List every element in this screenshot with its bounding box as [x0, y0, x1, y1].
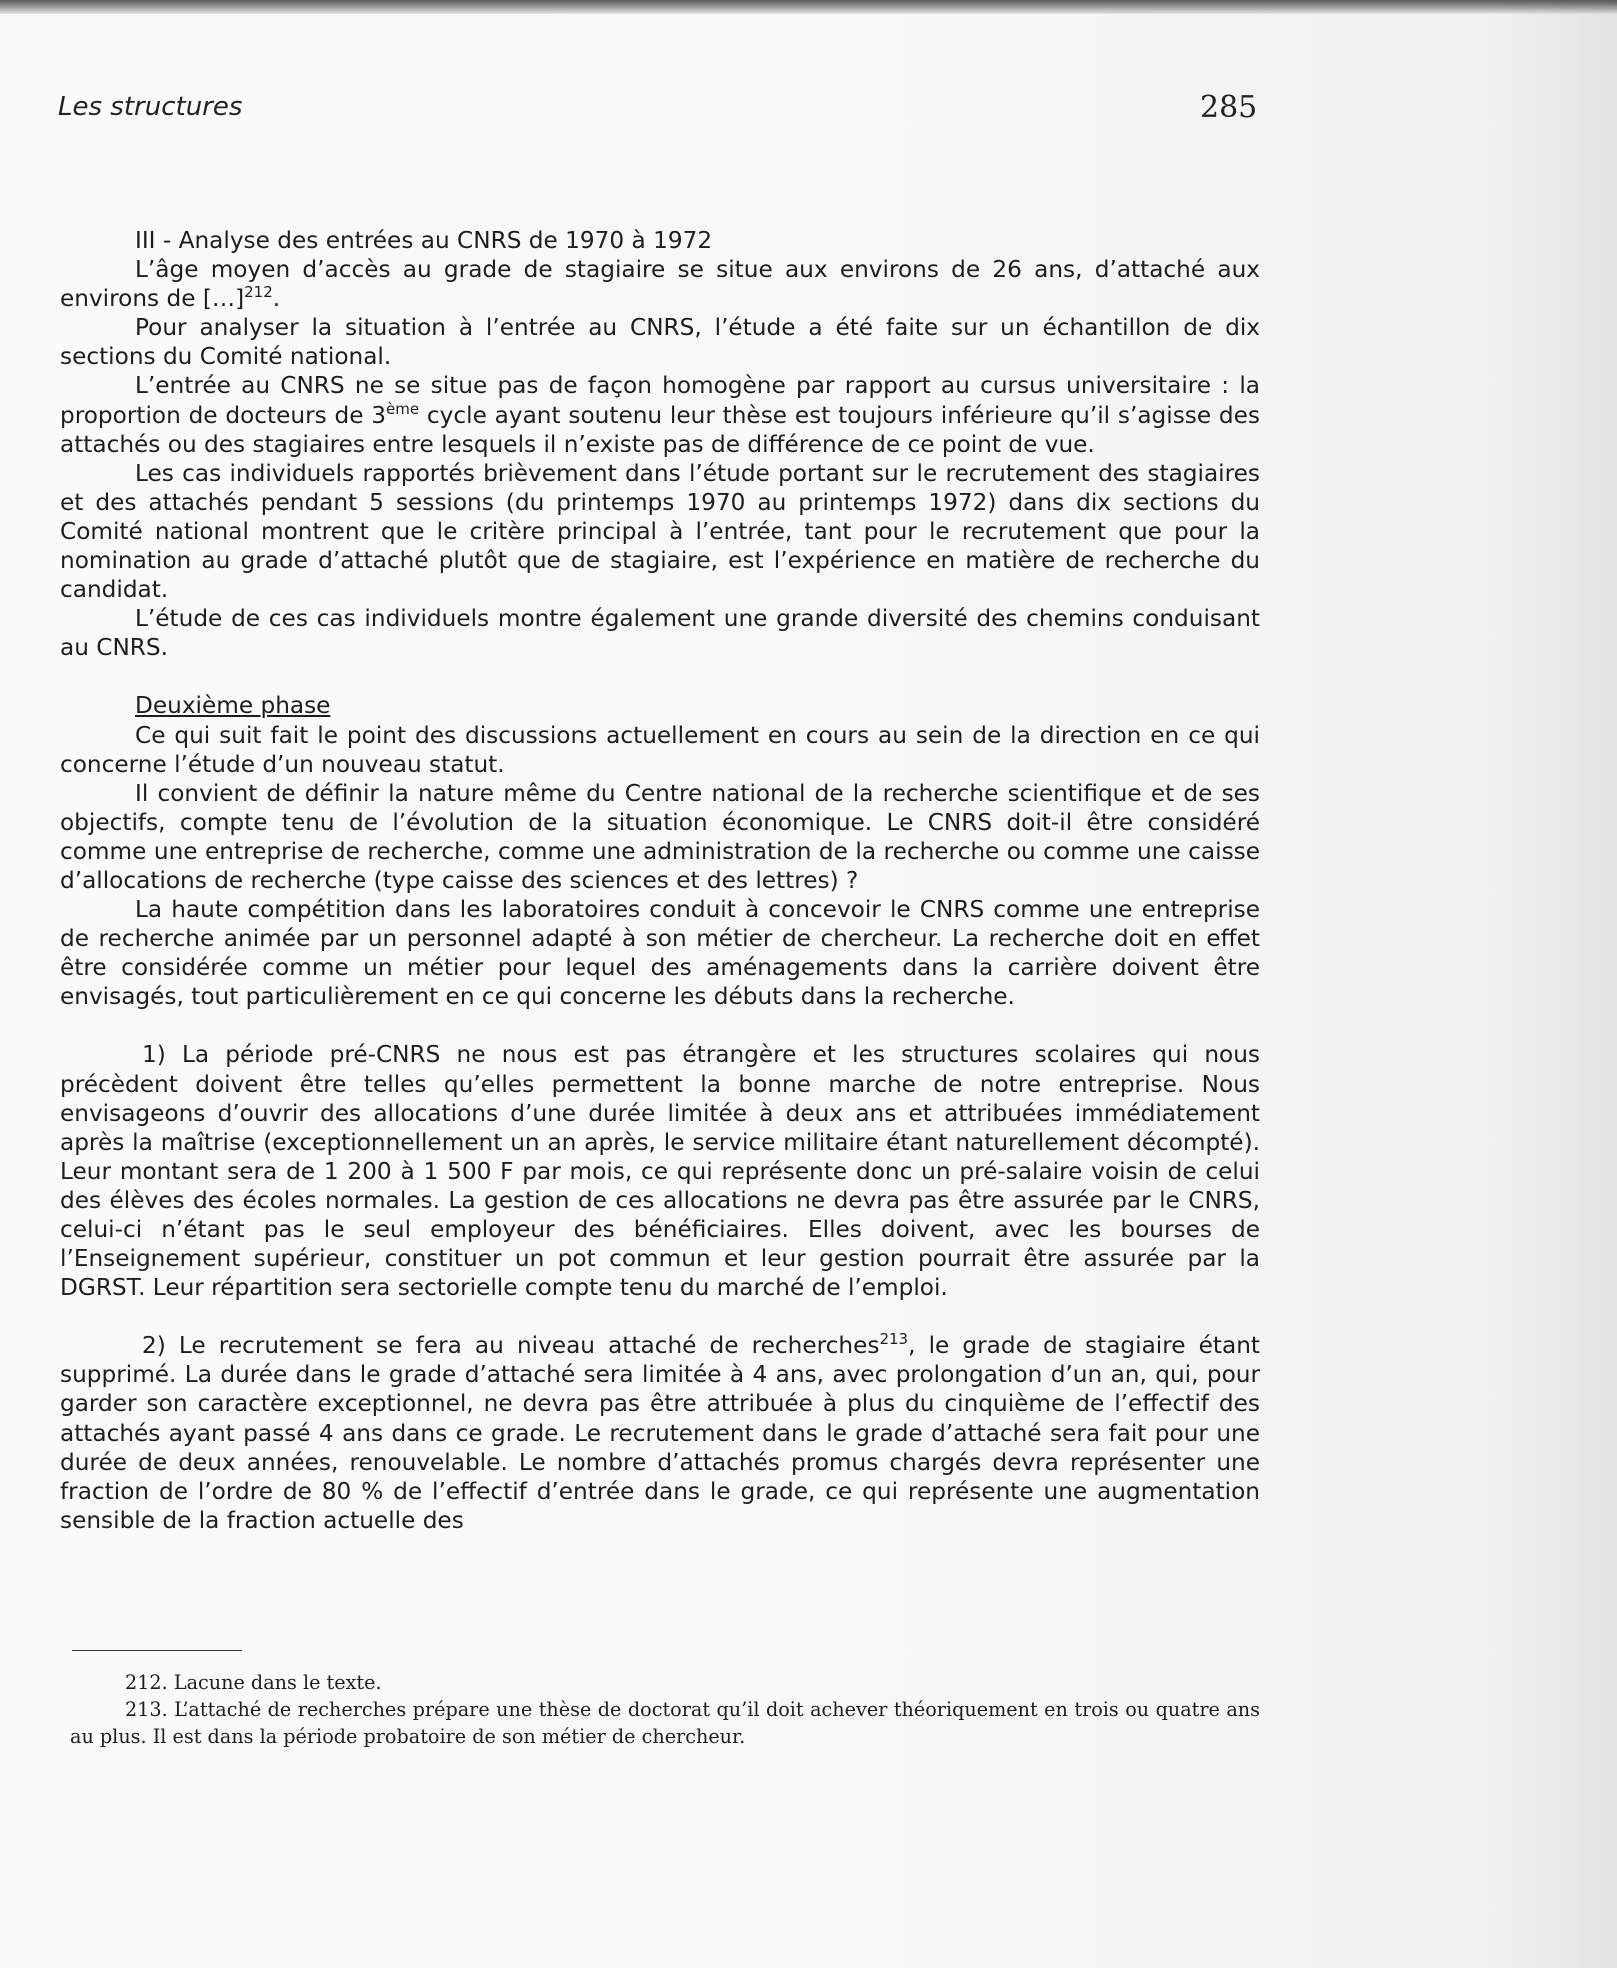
paragraph: L’âge moyen d’accès au grade de stagiaire se situe aux environs de 26 ans, d’attaché aux environs de […]$^{212}$. — [60, 256, 1260, 313]
numbered-paragraph-2 — [60, 1331, 1260, 1535]
paragraph-text: L’âge moyen d’accès au grade de stagiaire se situe aux environs de 26 ans, d’attaché aux environs de […] — [60, 256, 1260, 313]
page-number: 285 — [1200, 90, 1258, 125]
numbered-paragraph-1: 1) La période pré-CNRS ne nous est pas étrangère et les structures scolaires qui nous précèdent doivent être telles qu’elles permettent la bonne marche de notre entreprise. Nous envisageons d’ouvrir des allocations d’une durée limitée à deux ans et attribuées immédiatement après la maîtrise (exceptionnellement un an après, le service militaire étant naturellement décompté). Leur montant sera de 1 200 à 1 500 F par mois, ce qui représente donc un pré-salaire voisin de celui des élèves des écoles normales. La gestion de ces allocations ne devra pas être assurée par le CNRS, celui-ci n’étant pas le seul employeur des bénéficiaires. Elles doivent, avec les bourses de l’Enseignement supérieur, constituer un pot commun et leur gestion pourrait être assurée par la DGRST. Leur répartition sera sectorielle compte tenu du marché de l’emploi. — [60, 1041, 1260, 1302]
page-top-edge — [0, 0, 1617, 14]
paragraph-text: cycle ayant soutenu leur thèse est toujours inférieure qu’il s’agisse des attachés ou des stagiaires entre lesquels il n’existe pas de différence de ce point de vue. — [60, 401, 1261, 458]
footnote-212: 212. Lacune dans le texte. — [125, 1671, 382, 1694]
paragraph: L’étude de ces cas individuels montre également une grande diversité des chemins conduisant au CNRS. — [60, 605, 1260, 662]
paragraph: Il convient de définir la nature même du Centre national de la recherche scientifique et de ses objectifs, compte tenu de l’évolution de la situation économique. Le CNRS doit-il être considéré comme une entreprise de recherche, comme une administration de la recherche ou comme une caisse d’allocations de recherche (type caisse des sciences et des lettres) ? — [60, 779, 1260, 894]
section-heading-wrapper — [60, 691, 1260, 720]
paragraph-text: L’entrée au CNRS ne se situe pas de façon homogène par rapport au cursus universitaire : la proportion de docteurs de 3 — [60, 372, 1260, 429]
paragraph: Les cas individuels rapportés brièvement dans l’étude portant sur le recrutement des stagiaires et des attachés pendant 5 sessions (du printemps 1970 au printemps 1972) dans dix sections du Comité national montrent que le critère principal à l’entrée, tant pour le recrutement que pour la nomination au grade d’attaché plutôt que de stagiaire, est l’expérience en matière de recherche du candidat. — [60, 459, 1260, 604]
paragraph: Pour analyser la situation à l’entrée au CNRS, l’étude a été faite sur un échantillon de dix sections du Comité national. — [60, 314, 1260, 371]
section-title-analyse: III - Analyse des entrées au CNRS de 1970 à 1972 — [135, 227, 713, 254]
footnote-separator — [72, 1650, 242, 1651]
body-text — [60, 226, 1260, 1535]
footnote-ref-212: 212 — [244, 283, 273, 302]
paragraph: Ce qui suit fait le point des discussions actuellement en cours au sein de la direction en ce qui concerne l’étude d’un nouveau statut. — [60, 721, 1260, 778]
footnote-213: 213. L’attaché de recherches prépare une thèse de doctorat qu’il doit achever théoriquement en trois ou quatre ans au plus. Il est dans la période probatoire de son métier de chercheur. — [70, 1698, 1260, 1748]
page-right-shadow — [1497, 0, 1617, 1968]
paragraph-text: , le grade de stagiaire étant supprimé. La durée dans le grade d’attaché sera limitée à 4 ans, avec prolongation d’un an, qui, pour garder son caractère exceptionnel, ne devra pas être attribuée à plus du cinquième de l’effectif des attachés ayant passé 4 ans dans ce grade. Le recrutement dans le grade d’attaché sera fait pour une durée de deux années, renouvelable. Le nombre d’attachés promus chargés devra représenter une fraction de l’ordre de 80 % de l’effectif d’entrée dans le grade, ce qui représente une augmentation sensible de la fraction actuelle des — [60, 1332, 1260, 1534]
section-heading: Deuxième phase — [135, 692, 331, 720]
paragraph-text: 2) Le recrutement se fera au niveau attaché de recherches — [142, 1332, 880, 1360]
superscript-eme: ème — [386, 399, 420, 418]
paragraph: La haute compétition dans les laboratoires conduit à concevoir le CNRS comme une entreprise de recherche animée par un personnel adapté à son métier de chercheur. La recherche doit en effet être considérée comme un métier pour lequel des aménagements dans la carrière doivent être envisagés, tout particulièrement en ce qui concerne les débuts dans la recherche. — [60, 896, 1260, 1011]
running-title: Les structures — [58, 92, 243, 122]
footnote-ref-213: 213 — [879, 1330, 909, 1349]
paragraph — [60, 371, 1260, 458]
footnotes — [70, 1669, 1260, 1750]
